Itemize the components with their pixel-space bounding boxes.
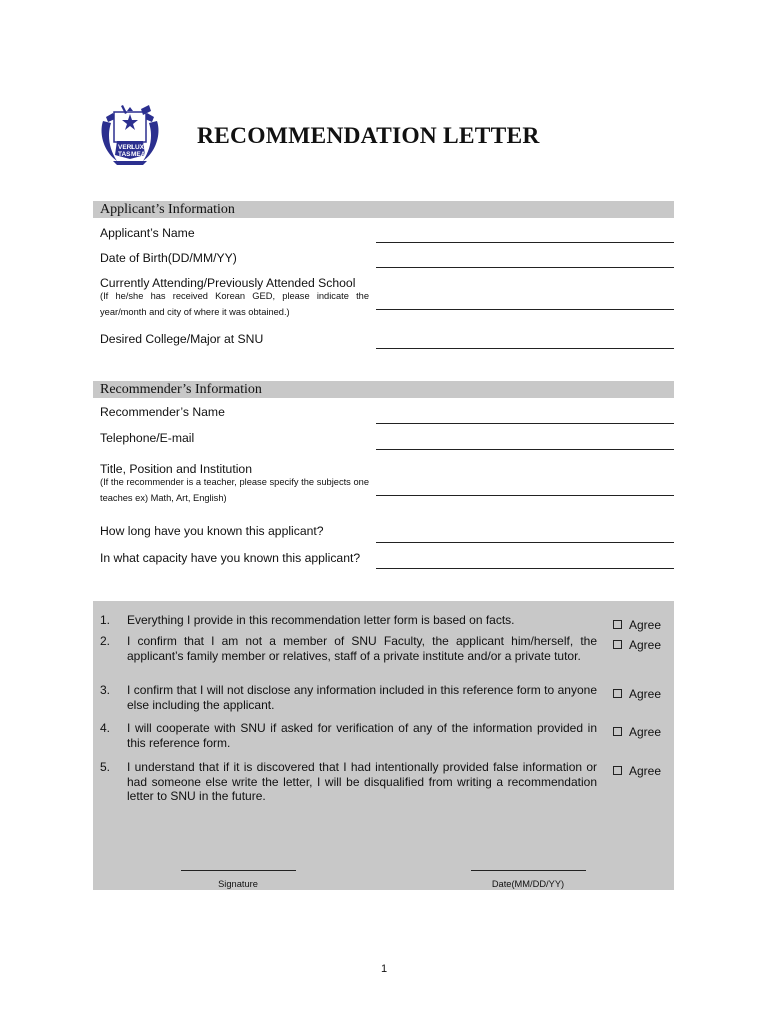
known-duration-label: How long have you known this applicant?	[100, 524, 324, 538]
signature-field[interactable]	[181, 870, 296, 871]
applicant-name-label: Applicant’s Name	[100, 226, 195, 240]
checkbox-icon[interactable]	[613, 766, 622, 775]
recommender-section-heading: Recommender’s Information	[93, 381, 674, 398]
consent-item-number: 5.	[100, 760, 111, 774]
consent-item-number: 4.	[100, 721, 111, 735]
checkbox-icon[interactable]	[613, 640, 622, 649]
agree-checkbox-2[interactable]	[613, 638, 661, 652]
known-duration-field[interactable]	[376, 542, 674, 543]
recommender-contact-field[interactable]	[376, 449, 674, 450]
page-title: RECOMMENDATION LETTER	[197, 123, 540, 149]
recommender-title-note: (If the recommender is a teacher, please specify the subjects one teaches ex) Math, Art, English)	[100, 477, 369, 503]
recommender-name-field[interactable]	[376, 423, 674, 424]
recommender-title-label: Title, Position and Institution	[100, 462, 252, 476]
agree-label: Agree	[629, 618, 662, 632]
applicant-dob-label: Date of Birth(DD/MM/YY)	[100, 251, 237, 265]
consent-item-number: 1.	[100, 613, 111, 627]
applicant-school-field[interactable]	[376, 309, 674, 310]
applicant-desired-field[interactable]	[376, 348, 674, 349]
consent-item-text: I will cooperate with SNU if asked for verification of any of the information provided in this reference form.	[127, 721, 597, 750]
applicant-school-label: Currently Attending/Previously Attended School	[100, 276, 356, 290]
consent-item-text: I understand that if it is discovered that I had intentionally provided false information or had someone else write the letter, I will be disqualified from writing a recommendation letter to SNU in the future.	[127, 760, 597, 803]
agree-checkbox-4[interactable]	[613, 725, 661, 739]
applicant-dob-field[interactable]	[376, 267, 674, 268]
page-number: 1	[380, 963, 388, 975]
agree-checkbox-3[interactable]	[613, 687, 661, 701]
date-field[interactable]	[471, 870, 586, 871]
recommender-name-label: Recommender’s Name	[100, 405, 225, 419]
applicant-desired-label: Desired College/Major at SNU	[100, 332, 264, 346]
agree-checkbox-5[interactable]	[613, 764, 661, 778]
logo-word-3: TAS	[118, 151, 131, 158]
agree-label: Agree	[629, 725, 662, 739]
recommender-contact-label: Telephone/E-mail	[100, 431, 195, 445]
snu-logo	[97, 103, 163, 167]
agree-label: Agree	[629, 764, 662, 778]
applicant-section-heading: Applicant’s Information	[93, 201, 674, 218]
applicant-name-field[interactable]	[376, 242, 674, 243]
consent-item-number: 3.	[100, 683, 111, 697]
agree-label: Agree	[629, 687, 662, 701]
applicant-school-note: (If he/she has received Korean GED, please indicate the year/month and city of where it was obtained.)	[100, 291, 369, 317]
consent-panel	[93, 601, 674, 890]
consent-item-text: Everything I provide in this recommendation letter form is based on facts.	[127, 613, 515, 627]
agree-checkbox-1[interactable]	[613, 618, 661, 632]
consent-item-text: I confirm that I will not disclose any information included in this reference form to anyone else including the applicant.	[127, 683, 597, 712]
recommender-title-field[interactable]	[376, 495, 674, 496]
known-capacity-label: In what capacity have you known this applicant?	[100, 551, 361, 565]
date-label: Date(MM/DD/YY)	[491, 879, 565, 889]
known-capacity-field[interactable]	[376, 568, 674, 569]
checkbox-icon[interactable]	[613, 620, 622, 629]
logo-word-2: LUX	[131, 144, 144, 151]
agree-label: Agree	[629, 638, 662, 652]
checkbox-icon[interactable]	[613, 689, 622, 698]
consent-item-text: I confirm that I am not a member of SNU Faculty, the applicant him/herself, the applicant’s family member or relatives, staff of a private institute and/or a private tutor.	[127, 634, 597, 663]
checkbox-icon[interactable]	[613, 727, 622, 736]
consent-item-number: 2.	[100, 634, 111, 648]
signature-label: Signature	[218, 879, 258, 889]
logo-word-4: MEA	[131, 151, 146, 158]
logo-word-1: VERI	[118, 144, 134, 151]
